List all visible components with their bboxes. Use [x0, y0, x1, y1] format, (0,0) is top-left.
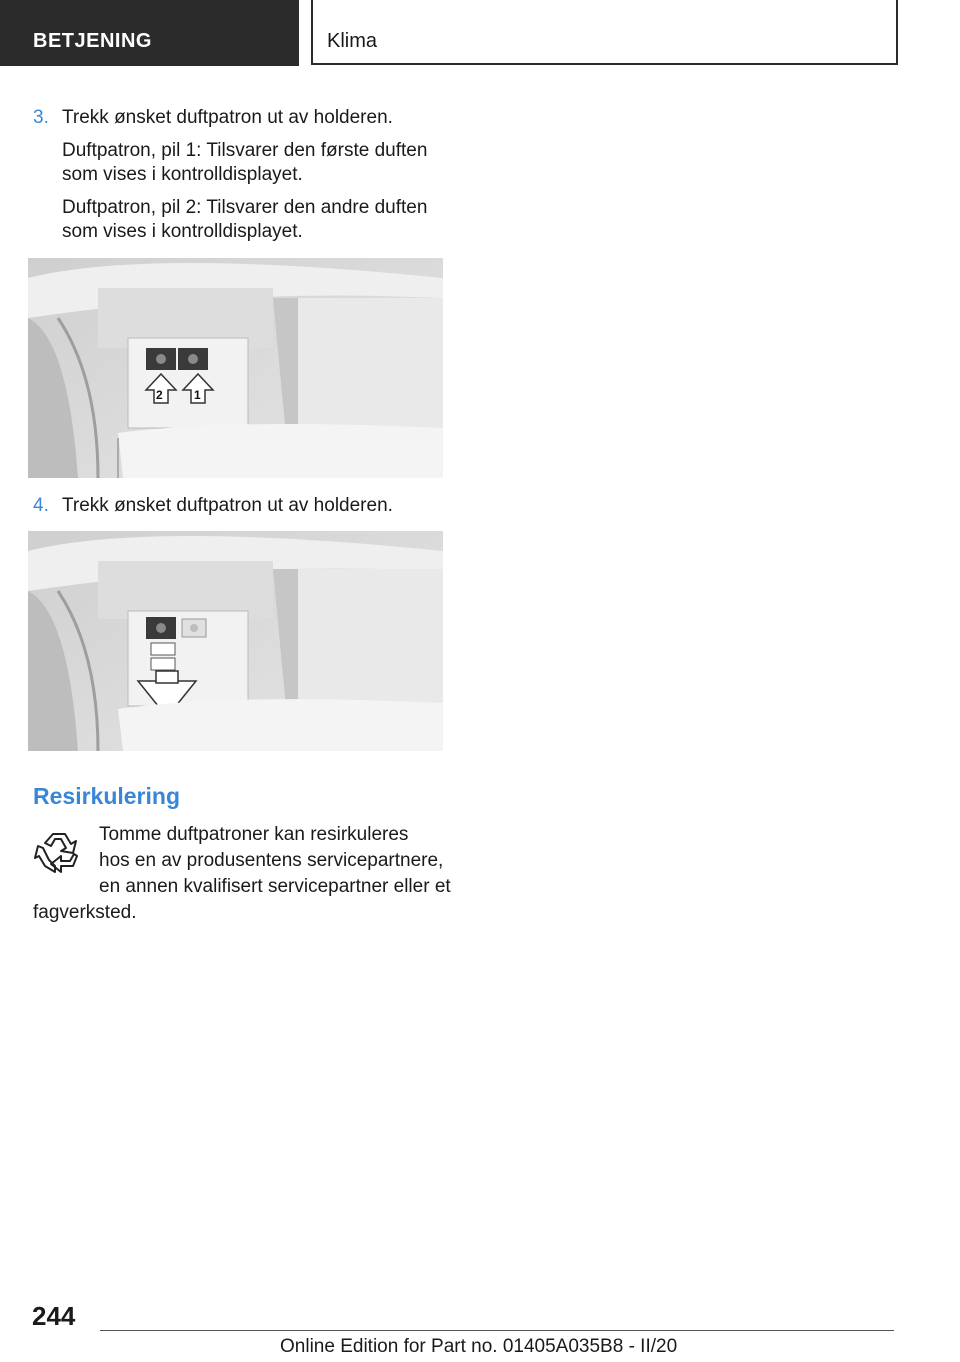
step-3-paragraph-1 [62, 139, 442, 187]
arrow-2-label: 2 [156, 388, 163, 402]
recycling-line-2: hos en av produsentens servicepartnere, [99, 850, 444, 871]
header-section-tab [0, 0, 299, 66]
arrow-1-label: 1 [194, 388, 201, 402]
recycling-line-4: fagverksted. [33, 902, 137, 923]
header-chapter-label: Klima [327, 30, 378, 52]
footer-divider [100, 1330, 894, 1331]
figure-cartridge-holder [28, 258, 443, 478]
section-title-recycling: Resirkulering [33, 783, 180, 809]
header-section-label: BETJENING [33, 30, 152, 52]
paragraph-line: Duftpatron, pil 1: Tilsvarer den første duften [62, 140, 428, 161]
step-number: 4. [33, 495, 49, 516]
recycle-icon [33, 826, 85, 878]
paragraph-line: som vises i kontrolldisplayet. [62, 221, 303, 242]
header-chapter-tab [311, 0, 898, 65]
page-number: 244 [32, 1301, 76, 1331]
step-text: Trekk ønsket duftpatron ut av holderen. [62, 107, 393, 128]
footer-edition: Online Edition for Part no. 01405A035B8 - II/20 [280, 1336, 678, 1357]
figure-cartridge-removal [28, 531, 443, 751]
step-text: Trekk ønsket duftpatron ut av holderen. [62, 495, 393, 516]
recycling-line-1: Tomme duftpatroner kan resirkuleres [99, 824, 409, 845]
step-number: 3. [33, 107, 49, 128]
recycling-line-3: en annen kvalifisert servicepartner eller et [99, 876, 451, 897]
step-3-paragraph-2 [62, 196, 442, 244]
paragraph-line: som vises i kontrolldisplayet. [62, 164, 303, 185]
paragraph-line: Duftpatron, pil 2: Tilsvarer den andre duften [62, 197, 428, 218]
